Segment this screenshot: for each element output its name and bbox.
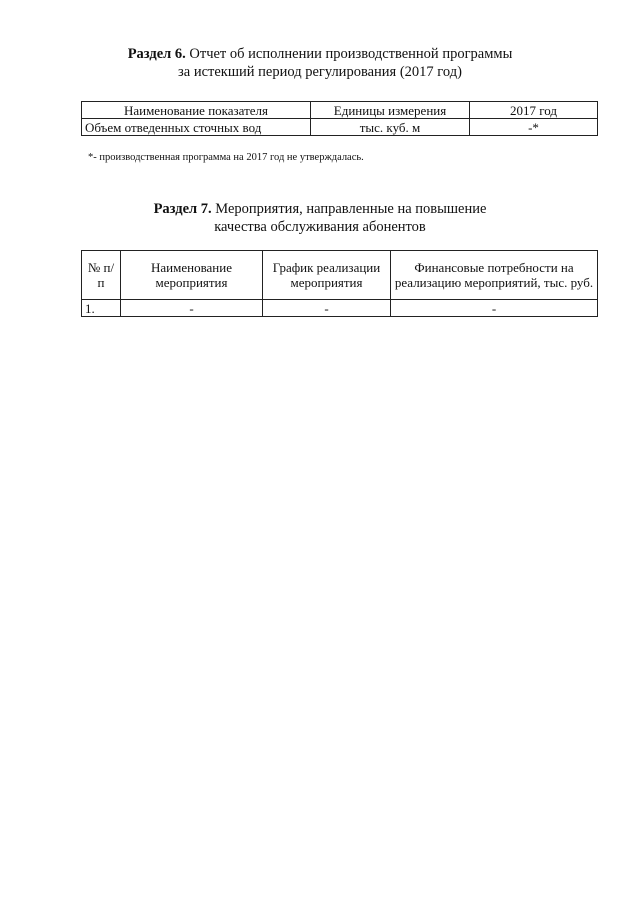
section6-table bbox=[81, 101, 598, 136]
table-row bbox=[82, 300, 598, 317]
table-header-row bbox=[82, 251, 598, 300]
cell-value: -* bbox=[470, 119, 598, 136]
table-row bbox=[82, 119, 598, 136]
cell-indicator: Объем отведенных сточных вод bbox=[82, 119, 311, 136]
cell-schedule: - bbox=[263, 300, 391, 317]
cell-units: тыс. куб. м bbox=[311, 119, 470, 136]
header-indicator: Наименование показателя bbox=[82, 102, 311, 119]
section7-table bbox=[81, 250, 598, 317]
header-units: Единицы измерения bbox=[311, 102, 470, 119]
section6-title bbox=[0, 45, 640, 81]
section7-title-line2: качества обслуживания абонентов bbox=[214, 219, 426, 235]
header-year: 2017 год bbox=[470, 102, 598, 119]
cell-number: 1. bbox=[82, 300, 121, 317]
header-number: № п/п bbox=[82, 251, 121, 300]
section7-title-line1: Мероприятия, направленные на повышение bbox=[215, 201, 487, 217]
section6-prefix: Раздел 6. bbox=[127, 46, 186, 62]
section7-prefix: Раздел 7. bbox=[153, 201, 212, 217]
section7-title bbox=[0, 200, 640, 236]
section6-title-line2: за истекший период регулирования (2017 год) bbox=[178, 64, 462, 80]
header-schedule: График реализации мероприятия bbox=[263, 251, 391, 300]
section6-title-line1: Отчет об исполнении производственной программы bbox=[189, 46, 513, 62]
section6-footnote: *- производственная программа на 2017 год не утверждалась. bbox=[88, 152, 364, 163]
cell-financing: - bbox=[391, 300, 598, 317]
cell-event-name: - bbox=[121, 300, 263, 317]
header-financing: Финансовые потребности на реализацию мероприятий, тыс. руб. bbox=[391, 251, 598, 300]
table-header-row bbox=[82, 102, 598, 119]
header-event-name: Наименование мероприятия bbox=[121, 251, 263, 300]
